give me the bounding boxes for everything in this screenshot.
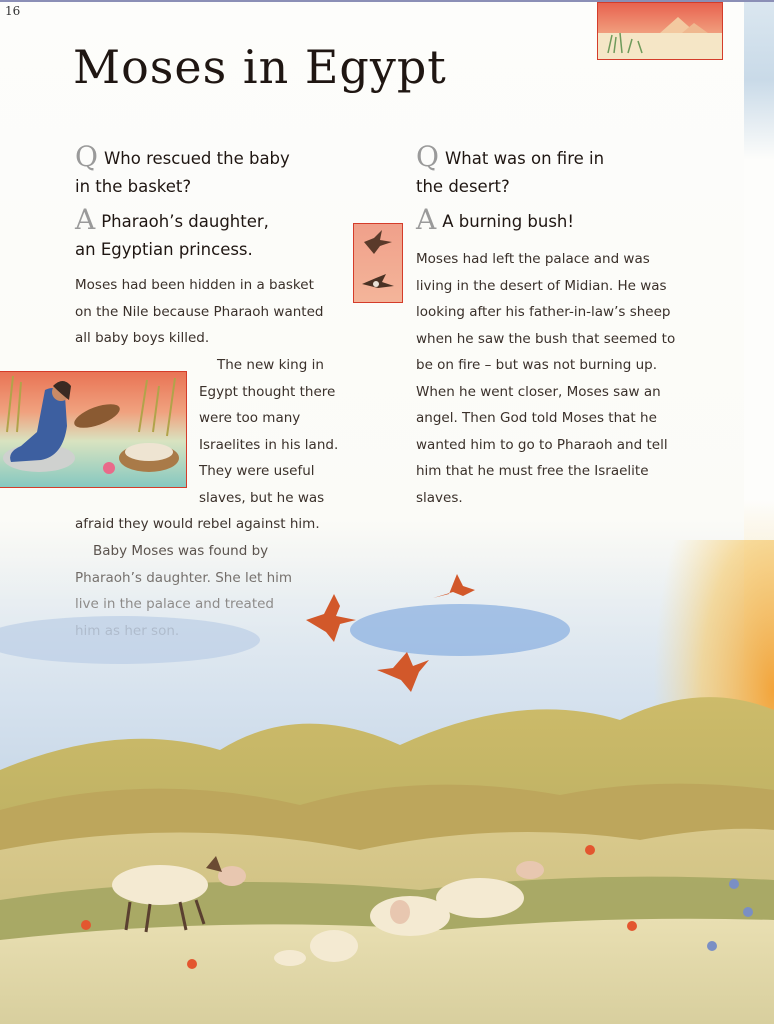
- text-line: when he saw the bush that seemed to: [416, 330, 676, 347]
- text-line: angel. Then God told Moses that he: [416, 410, 657, 426]
- pyramids-thumbnail: [597, 2, 723, 60]
- text-line: Moses had been hidden in a basket: [75, 277, 314, 293]
- left-answer-line-2: an Egyptian princess.: [75, 240, 253, 259]
- question-mark-letter: Q: [416, 140, 439, 173]
- basket-thumbnail: [0, 371, 187, 488]
- text-line: Israelites in his land.: [199, 436, 339, 453]
- answer-mark-letter: A: [75, 203, 96, 236]
- text-line: The new king in: [217, 357, 324, 373]
- text-line: Egypt thought there: [199, 383, 336, 400]
- right-answer-text: A burning bush!: [442, 212, 575, 231]
- text-line: on the Nile because Pharaoh wanted: [75, 303, 324, 320]
- desert-landscape-illustration: [0, 520, 774, 1024]
- text-line: wanted him to go to Pharaoh and tell: [416, 436, 668, 453]
- answer-mark-letter: A: [416, 203, 437, 236]
- text-line: were too many: [199, 410, 301, 426]
- text-line: him that he must free the Israelite: [416, 463, 649, 479]
- left-question: [75, 140, 290, 201]
- text-line: living in the desert of Midian. He was: [416, 277, 667, 294]
- left-paragraph-1: [75, 272, 323, 352]
- text-line: all baby boys killed.: [75, 330, 210, 346]
- text-line: looking after his father-in-law’s sheep: [416, 304, 671, 320]
- left-paragraph-2: [199, 352, 338, 511]
- page-number: 16: [5, 4, 21, 18]
- right-question: [416, 140, 605, 201]
- text-line: slaves, but he was: [199, 489, 325, 506]
- left-answer-line-1: Pharaoh’s daughter,: [101, 212, 269, 231]
- birds-thumbnail: [353, 223, 403, 303]
- text-line: When he went closer, Moses saw an: [416, 383, 661, 400]
- left-answer: [75, 203, 269, 264]
- question-mark-letter: Q: [75, 140, 98, 173]
- right-question-line-1: What was on fire in: [444, 149, 605, 168]
- text-line: be on fire – but was not burning up.: [416, 357, 657, 373]
- text-line: They were useful: [199, 463, 315, 479]
- right-question-line-2: the desert?: [416, 177, 510, 196]
- left-question-line-2: in the basket?: [75, 177, 192, 196]
- page-title: Moses in Egypt: [73, 40, 447, 94]
- text-line: Moses had left the palace and was: [416, 251, 650, 267]
- right-answer: [416, 203, 575, 236]
- text-line: slaves.: [416, 489, 463, 506]
- left-question-line-1: Who rescued the baby: [103, 149, 290, 168]
- right-paragraph: [416, 246, 675, 511]
